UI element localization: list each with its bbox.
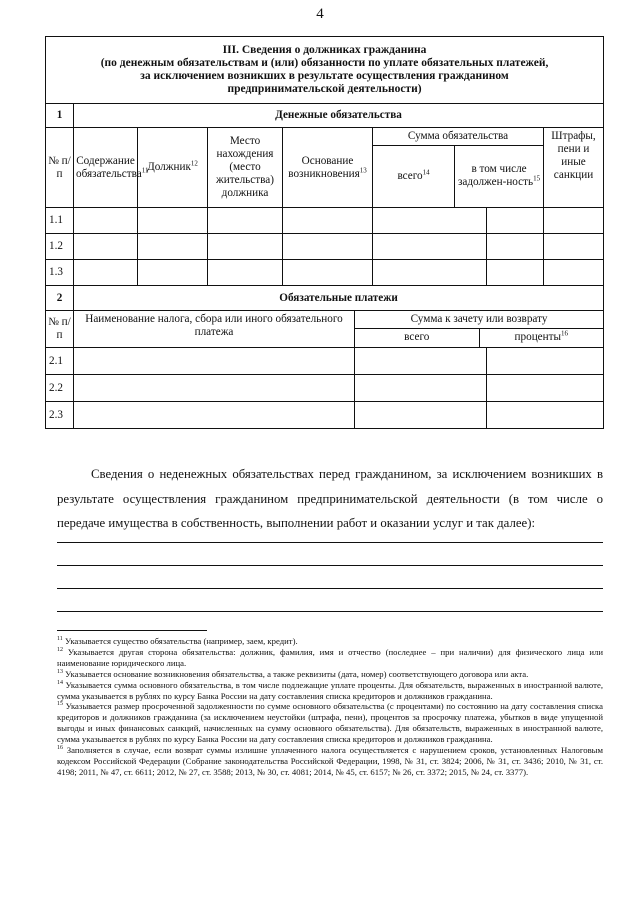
col-amount: Сумма обязательства: [407, 129, 509, 142]
write-in-line[interactable]: [57, 588, 603, 589]
table-row: [46, 260, 604, 286]
row-number: 2.2: [46, 375, 74, 402]
table-row: [46, 375, 604, 402]
non-monetary-paragraph: Сведения о неденежных обязательствах перед гражданином, за исключением возникших в результате осуществления гражданином предпринимательской деятельности (в том числе о передаче имущества в собственность, выполнении работ и оказании услуг и так далее):: [57, 467, 603, 530]
row-number: 1.2: [46, 234, 74, 260]
col-np: № п/п: [46, 128, 74, 208]
col-basis: Основание возникновения$^{13}$: [283, 128, 373, 208]
table-row: [46, 234, 604, 260]
col-tax-name: Наименование налога, сбора или иного обязательного платежа: [74, 311, 355, 348]
footnote: $^{12}$ Указывается другая сторона обязательства: должник, фамилия, имя и отчество (последнее – при наличии) для физического лица или наименование юридического лица.: [57, 646, 603, 668]
col-debtor: Должник$^{12}$: [138, 128, 208, 208]
footnote: $^{11}$ Указывается существо обязательства (например, заем, кредит).: [57, 636, 298, 646]
section-subtitle-3: предпринимательской деятельности): [227, 83, 422, 95]
write-in-line[interactable]: [57, 565, 603, 566]
col-total: всего$^{14}$: [373, 145, 455, 207]
footnote: $^{13}$ Указывается основание возникновения обязательства, а также реквизиты (дата, номер) соответствующего договора или акта.: [57, 668, 529, 679]
footnotes: [57, 636, 603, 778]
section-title: III. Сведения о должниках гражданина: [222, 44, 427, 56]
mandatory-section-title: Обязательные платежи: [74, 286, 604, 311]
row-number: 1.3: [46, 260, 74, 286]
col-sum: Сумма к зачету или возврату: [410, 312, 548, 325]
section-subtitle-1: (по денежным обязательствам и (или) обязанности по уплате обязательных платежей,: [100, 57, 549, 69]
col-amount-group: [373, 128, 544, 208]
section-header: [46, 37, 604, 104]
footnote: $^{15}$ Указывается размер просроченной задолженности по сумме основного обязательства (с процентами) по состоянию на дату составления списка кредиторов и должников гражданина (за исключением неустойки (штрафа, пени), процентов за просрочку платежа, убытков в виде упущенной выгоды и иных финансовых санкций, начисленных на сумму основного обязательства). Для обязательств, выраженных в иностранной валюте, сумма указывается в рублях по курсу Банка России на дату составления списка кредиторов и должников гражданина.: [57, 701, 604, 745]
table-row: [46, 348, 604, 375]
mandatory-section-number: 2: [46, 286, 74, 311]
col-location: Место нахождения (место жительства) должника: [208, 128, 283, 208]
section-subtitle-2: за исключением возникших в результате осуществления гражданином: [140, 70, 509, 82]
table-row: [46, 208, 604, 234]
col-content: Содержание обязательства$^{11}$: [74, 128, 138, 208]
col-percent: проценты$^{16}$: [479, 328, 603, 347]
footnote-separator: [57, 630, 207, 631]
footnote: $^{16}$ Заполняется в случае, если возврат суммы излишне уплаченного налога осуществляется с нарушением сроков, установленных Налоговым кодексом Российской Федерации (Собрание законодательства Российской Федерации, 1998, № 31, ст. 3824; 2006, № 31, ст. 3436; 2010, № 31, ст. 4198; 2011, № 47, ст. 6611; 2012, № 27, ст. 3588; 2013, № 30, ст. 4081; 2014, № 45, ст. 6157; № 26, ст. 3372; 2015, № 24, ст. 3377).: [57, 745, 604, 777]
col-incl: в том числе задолжен-ность$^{15}$: [455, 145, 543, 207]
col-total-2: всего: [355, 328, 479, 347]
monetary-section-number: 1: [46, 104, 74, 128]
monetary-section-title: Денежные обязательства: [74, 104, 604, 128]
row-number: 2.3: [46, 402, 74, 429]
write-in-line[interactable]: [57, 611, 603, 612]
col-sum-group: [355, 311, 604, 348]
write-in-line[interactable]: [57, 542, 603, 543]
table-row: [46, 402, 604, 429]
col-np-2: № п/п: [46, 311, 74, 348]
col-fines: Штрафы, пени и иные санкции: [544, 128, 604, 208]
debtors-table: [45, 36, 604, 429]
row-number: 1.1: [46, 208, 74, 234]
row-number: 2.1: [46, 348, 74, 375]
footnote: $^{14}$ Указывается сумма основного обязательства, в том числе подлежащие уплате проценты. Для обязательств, выраженных в иностранной валюте, сумма указывается в рублях по курсу Банка России на дату составления списка кредиторов и должников гражданина.: [57, 679, 603, 701]
page-number: 4: [316, 6, 324, 22]
